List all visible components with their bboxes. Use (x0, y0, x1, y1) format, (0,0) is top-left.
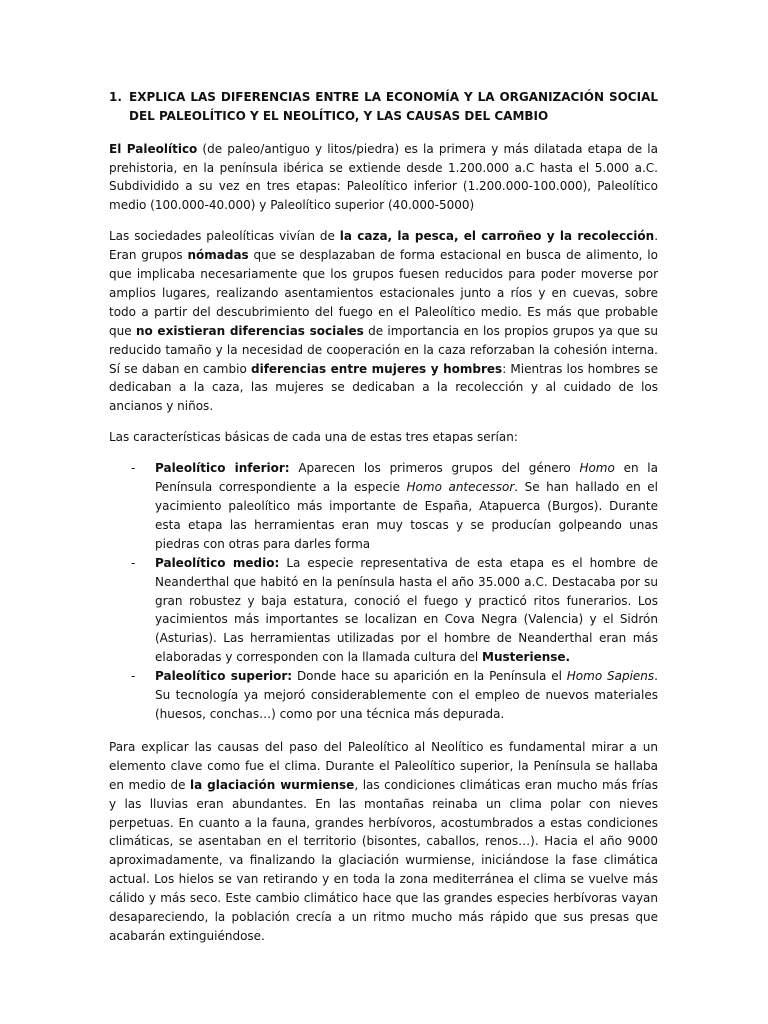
paragraph-societies (109, 227, 658, 416)
text-run: . Eran grupos (109, 229, 659, 263)
text-run: . Su tecnología ya mejoró considerablemente con el empleo de nuevos materiales (huesos, conchas…) como por una técnica más depurada. (155, 669, 658, 721)
bold-term: El Paleolítico (109, 141, 198, 156)
text-run: (de paleo/antiguo y litos/piedra) es la primera y más dilatada etapa de la prehistoria, en la península ibérica se extiende desde 1.200.000 a.C hasta el 5.000 a.C. Subdividido a su vez en tres etapas: Paleolítico inferior (1.200.000-100.000), Paleolítico medio (100.000-40.000) y Paleolítico superior (40.000-5000) (109, 141, 658, 213)
text-run: Donde hace su aparición en la Península el (292, 669, 567, 684)
paragraph-intro (109, 140, 658, 216)
dash-bullet: - (131, 461, 136, 476)
bold-term: Paleolítico inferior: (155, 461, 290, 476)
bold-term: Paleolítico medio: (155, 555, 280, 570)
paragraph-characteristics (109, 428, 658, 447)
text-run: Las características básicas de cada una de estas tres etapas serían: (109, 430, 518, 445)
text-run: en la Península correspondiente a la especie (155, 461, 658, 495)
dash-bullet: - (131, 669, 136, 684)
text-run: Las sociedades paleolíticas vivían de (109, 229, 340, 244)
list-item-middle-paleolithic (109, 554, 658, 667)
list-item-lower-paleolithic (109, 459, 658, 554)
stages-list (109, 459, 658, 724)
bold-term: Paleolítico superior: (155, 669, 293, 684)
text-run: La especie representativa de esta etapa es el hombre de Neanderthal que habitó en la península hasta el año 35.000 a.C. Destacaba por su gran robustez y baja estatura, conoció el fuego y practicó ritos funerarios. Los yacimientos más importantes se localizan en Cova Negra (Valencia) y el Sidrón (Asturias). Las herramientas utilizadas por el hombre de Neanderthal eran más elaboradas y corresponden con la llamada cultura del (155, 555, 658, 665)
bold-term: nómadas (187, 248, 249, 263)
italic-term: Homo (579, 461, 615, 476)
list-item-text (155, 554, 658, 667)
bold-term: no existieran diferencias sociales (135, 323, 364, 338)
dash-bullet: - (131, 555, 136, 570)
list-item-text (155, 667, 658, 724)
bold-term: la caza, la pesca, el carroñeo y la recolección (339, 229, 655, 244)
text-run: que se desplazaban de forma estacional en busca de alimento, lo que implicaba necesariamente que los grupos fuesen reducidos para poder moverse por amplios lugares, realizando asentamientos estacionales junto a ríos y en cuevas, sobre todo a partir del descubrimiento del fuego en el Paleolítico medio. Es más que probable que (109, 248, 658, 338)
text-run: Aparecen los primeros grupos del género (289, 461, 580, 476)
text-run: de importancia en los propios grupos ya que su reducido tamaño y la necesidad de cooperación en la caza reforzaban la cohesión interna. Sí se daban en cambio (109, 323, 658, 376)
text-run: : Mientras los hombres se dedicaban a la caza, las mujeres se dedicaban a la recolección y al cuidado de los ancianos y niños. (109, 361, 659, 414)
text-run: Para explicar las causas del paso del Paleolítico al Neolítico es fundamental mirar a un elemento clave como fue el clima. Durante el Paleolítico superior, la Península se hallaba en medio de (109, 739, 658, 792)
list-item-text (155, 459, 658, 554)
list-item-upper-paleolithic (109, 667, 658, 724)
bold-term: diferencias entre mujeres y hombres (250, 361, 503, 376)
text-run: . Se han hallado en el yacimiento paleolítico más importante de España, Atapuerca (Burgos). Durante esta etapa las herramientas eran muy toscas y se producían golpeando unas piedras con otras para darles forma (155, 480, 658, 551)
italic-term: Homo antecessor (406, 480, 515, 495)
bold-term: la glaciación wurmiense (190, 777, 355, 792)
italic-term: Homo Sapiens (566, 669, 655, 684)
section-heading (109, 88, 658, 126)
paragraph-climate (109, 738, 658, 946)
bold-term: Musteriense. (482, 650, 571, 665)
heading-number: 1. (109, 90, 122, 104)
text-run: , las condiciones climáticas eran mucho más frías y las lluvias eran abundantes. En las montañas reinaba un clima polar con nieves perpetuas. En cuanto a la fauna, grandes herbívoros, acostumbrados a estas condiciones climáticas, se asentaban en el territorio (bisontes, caballos, renos…). Hacia el año 9000 aproximadamente, va finalizando la glaciación wurmiense, iniciándose la fase climática actual. Los hielos se van retirando y en toda la zona mediterránea el clima se vuelve más cálido y más seco. Este cambio climático hace que las grandes especies herbívoras vayan desapareciendo, la población crecía a un ritmo mucho más rápido que sus presas que acabarán extinguiéndose. (109, 777, 659, 943)
heading-text: EXPLICA LAS DIFERENCIAS ENTRE LA ECONOMÍA Y LA ORGANIZACIÓN SOCIAL DEL PALEOLÍTICO Y EL NEOLÍTICO, Y LAS CAUSAS DEL CAMBIO (129, 90, 658, 123)
document-page (109, 88, 658, 958)
